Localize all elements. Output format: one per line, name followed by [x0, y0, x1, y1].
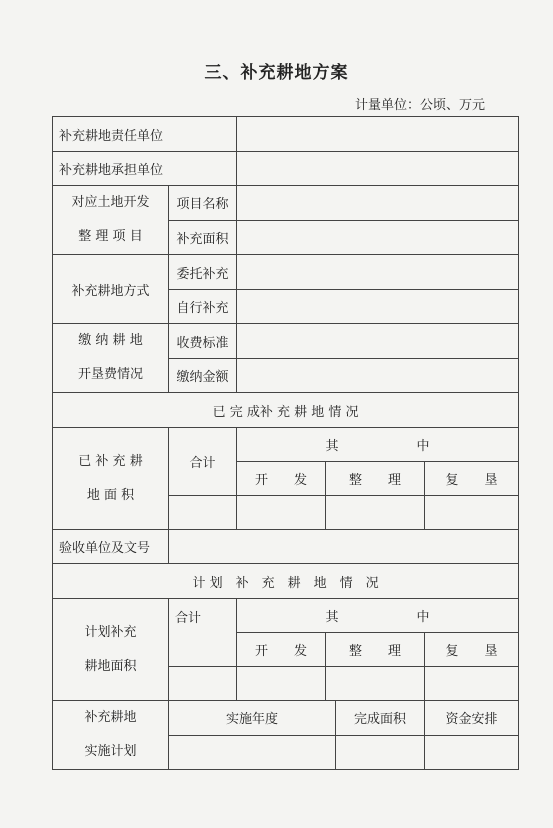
completed-reclaim-label: 复 垦 — [425, 462, 519, 496]
completed-arrange-label: 整 理 — [326, 462, 425, 496]
fee-standard-field[interactable] — [237, 324, 519, 359]
self-supplement-field[interactable] — [237, 290, 519, 324]
method-label: 补充耕地方式 — [53, 255, 169, 324]
fee-amount-field[interactable] — [237, 359, 519, 393]
entrusted-label: 委托补充 — [169, 255, 237, 290]
implementation-label — [53, 701, 169, 770]
completed-total-label: 合计 — [169, 428, 237, 496]
completed-area-label — [53, 428, 169, 530]
implementation-year-label: 实施年度 — [169, 701, 336, 736]
responsible-unit-field[interactable] — [237, 117, 519, 152]
completed-reclaim-field[interactable] — [425, 496, 519, 530]
planned-total-field[interactable] — [169, 667, 237, 701]
planned-develop-field[interactable] — [237, 667, 326, 701]
implementation-area-field[interactable] — [336, 735, 425, 770]
project-label-line2: 整 理 项 目 — [78, 229, 143, 244]
page-title: 三、补充耕地方案 — [204, 63, 349, 83]
self-supplement-label: 自行补充 — [169, 290, 237, 324]
fee-standard-label: 收费标准 — [169, 324, 237, 359]
implementation-label-line2: 实施计划 — [84, 744, 137, 759]
planned-develop-label: 开 发 — [237, 633, 326, 667]
planned-reclaim-label: 复 垦 — [425, 633, 519, 667]
implementation-area-label: 完成面积 — [336, 701, 425, 736]
planned-area-line2: 耕地面积 — [84, 658, 137, 674]
completed-area-line2: 地 面 积 — [86, 487, 135, 503]
planned-area-label — [53, 599, 169, 701]
fee-label — [53, 324, 169, 393]
completed-area-line1: 已 补 充 耕 — [78, 453, 143, 469]
implementation-funding-label: 资金安排 — [425, 701, 519, 736]
project-label-line1: 对应土地开发 — [71, 195, 150, 210]
implementation-year-field[interactable] — [169, 735, 336, 770]
fee-amount-label: 缴纳金额 — [169, 359, 237, 393]
implementation-label-line1: 补充耕地 — [84, 710, 137, 725]
completed-total-field[interactable] — [169, 496, 237, 530]
completed-among-label: 其 中 — [237, 428, 519, 462]
implementation-funding-field[interactable] — [425, 735, 519, 770]
planned-section-header: 计 划 补 充 耕 地 情 况 — [53, 564, 519, 599]
undertaking-unit-field[interactable] — [237, 152, 519, 186]
fee-label-line2: 开垦费情况 — [77, 367, 143, 382]
acceptance-field[interactable] — [169, 530, 519, 564]
supplement-farmland-form — [52, 116, 519, 770]
acceptance-label: 验收单位及文号 — [53, 530, 169, 564]
planned-total-label: 合计 — [169, 599, 237, 667]
planned-among-label: 其 中 — [237, 599, 519, 633]
planned-area-line1: 计划补充 — [84, 624, 137, 640]
responsible-unit-label: 补充耕地责任单位 — [53, 117, 237, 152]
supplement-area-field[interactable] — [237, 220, 519, 255]
entrusted-field[interactable] — [237, 255, 519, 290]
project-name-field[interactable] — [237, 186, 519, 221]
completed-section-header: 已 完 成补 充 耕 地 情 况 — [53, 393, 519, 428]
completed-arrange-field[interactable] — [326, 496, 425, 530]
planned-arrange-label: 整 理 — [326, 633, 425, 667]
undertaking-unit-label: 补充耕地承担单位 — [53, 152, 237, 186]
project-name-label: 项目名称 — [169, 186, 237, 221]
completed-develop-field[interactable] — [237, 496, 326, 530]
completed-develop-label: 开 发 — [237, 462, 326, 496]
planned-arrange-field[interactable] — [326, 667, 425, 701]
supplement-area-label: 补充面积 — [169, 220, 237, 255]
fee-label-line1: 缴 纳 耕 地 — [78, 333, 143, 348]
project-label — [53, 186, 169, 255]
planned-reclaim-field[interactable] — [425, 667, 519, 701]
measurement-unit: 计量单位：公顷、万元 — [354, 98, 485, 113]
